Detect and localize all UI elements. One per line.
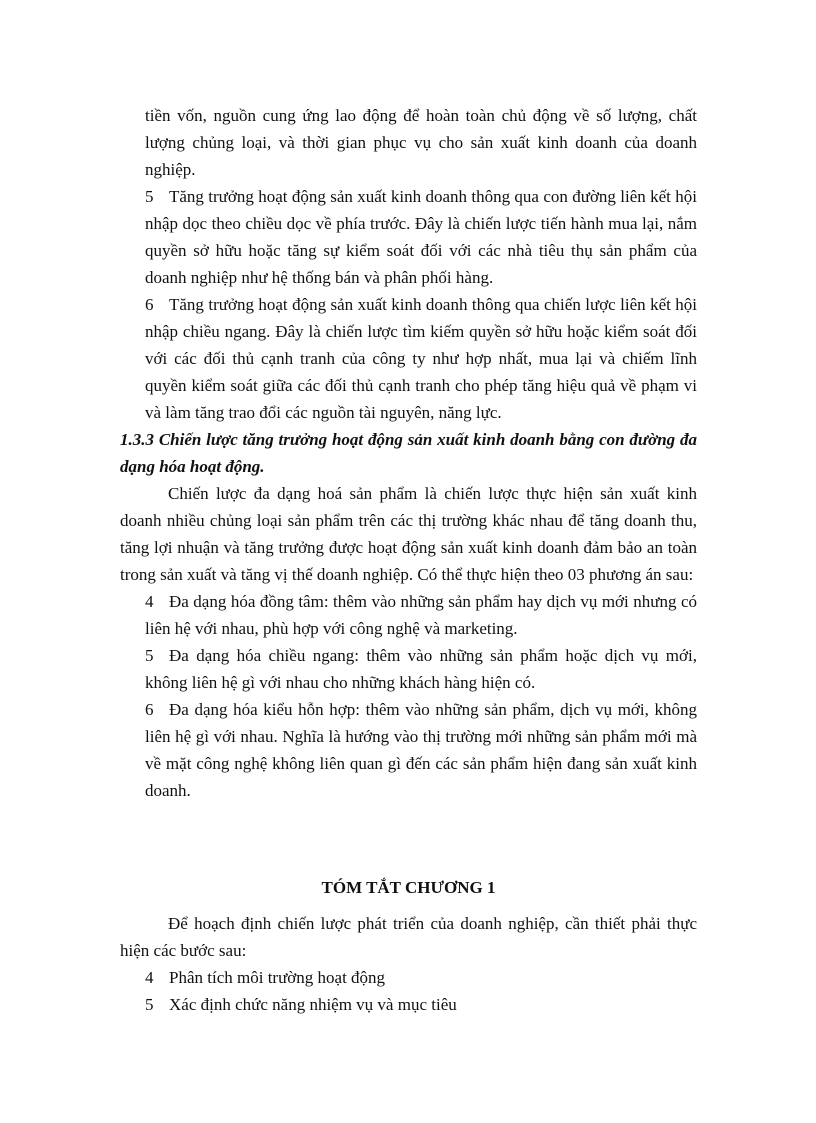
summary-title: TÓM TẮT CHƯƠNG 1	[321, 878, 496, 897]
list-text: Đa dạng hóa kiểu hỗn hợp: thêm vào những sản phẩm, dịch vụ mới, không liên hệ gì với nhau. Nghĩa là hướng vào thị trường mới những sản phẩm mới mà về mặt công nghệ không liên quan gì đến các sản phẩm hiện đang sản xuất kinh doanh.	[145, 700, 697, 800]
list-number: 5	[145, 646, 154, 665]
list-number: 4	[145, 968, 154, 987]
list-item	[120, 183, 697, 291]
list-number: 6	[145, 295, 154, 314]
list-number: 4	[145, 592, 154, 611]
list-number: 5	[145, 995, 154, 1014]
list-number: 6	[145, 700, 154, 719]
list-text: Tăng trưởng hoạt động sản xuất kinh doanh thông qua chiến lược liên kết hội nhập chiều ngang. Đây là chiến lược tìm kiếm quyền sở hữu hoặc kiểm soát đối với các đối thủ cạnh tranh của công ty như hợp nhất, mua lại và chiếm lĩnh quyền kiểm soát giữa các đối thủ cạnh tranh cho phép tăng hiệu quả về phạm vi và làm tăng trao đổi các nguồn tài nguyên, năng lực.	[145, 295, 697, 422]
list-item	[120, 696, 697, 804]
section-paragraph: Chiến lược đa dạng hoá sản phẩm là chiến lược thực hiện sản xuất kinh doanh nhiều chủng loại sản phẩm trên các thị trường khác nhau để tăng doanh thu, tăng lợi nhuận và tăng trưởng được hoạt động sản xuất kinh doanh đảm bảo an toàn trong sản xuất và tăng vị thế doanh nghiệp. Có thể thực hiện theo 03 phương án sau:	[120, 484, 697, 584]
continuation-paragraph: tiền vốn, nguồn cung ứng lao động để hoàn toàn chủ động về số lượng, chất lượng chủng loại, và thời gian phục vụ cho sản xuất kinh doanh của doanh nghiệp.	[145, 106, 697, 179]
list-text: Xác định chức năng nhiệm vụ và mục tiêu	[169, 995, 457, 1014]
list-number: 5	[145, 187, 154, 206]
list-item	[120, 991, 697, 1018]
list-text: Phân tích môi trường hoạt động	[169, 968, 386, 987]
list-item	[120, 642, 697, 696]
list-item	[120, 964, 697, 991]
summary-paragraph: Để hoạch định chiến lược phát triển của doanh nghiệp, cần thiết phải thực hiện các bước sau:	[120, 914, 697, 960]
list-text: Tăng trưởng hoạt động sản xuất kinh doanh thông qua con đường liên kết hội nhập dọc theo chiều dọc về phía trước. Đây là chiến lược tiến hành mua lại, nắm quyền sở hữu hoặc tăng sự kiểm soát đối với các nhà tiêu thụ sản phẩm của doanh nghiệp như hệ thống bán và phân phối hàng.	[145, 187, 697, 287]
list-text: Đa dạng hóa đồng tâm: thêm vào những sản phẩm hay dịch vụ mới nhưng có liên hệ với nhau, phù hợp với công nghệ và marketing.	[145, 592, 697, 638]
list-text: Đa dạng hóa chiều ngang: thêm vào những sản phẩm hoặc dịch vụ mới, không liên hệ gì với nhau cho những khách hàng hiện có.	[145, 646, 697, 692]
list-item	[120, 291, 697, 426]
list-item	[120, 588, 697, 642]
section-heading: 1.3.3 Chiến lược tăng trưởng hoạt động sản xuất kinh doanh bằng con đường đa dạng hóa hoạt động.	[120, 430, 697, 476]
